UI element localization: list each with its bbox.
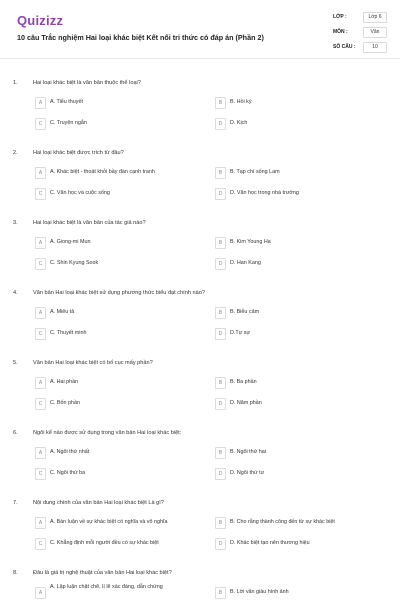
question-number: 3. [13,220,18,226]
option-letter: B [215,167,226,179]
worksheet-title: 10 câu Trắc nghiệm Hai loại khác biệt Kết nối tri thức có đáp án (Phần 2) [17,33,264,42]
question-number: 6. [13,430,18,436]
option-d[interactable] [215,468,375,482]
option-text: D. Han Kang [230,260,261,266]
option-text: B. Ngôi thứ hai [230,449,266,455]
option-b[interactable] [215,237,375,251]
option-text: D. Kịch [230,120,248,126]
meta-label: LỚP : [333,14,347,20]
question-number: 8. [13,570,18,576]
option-text: A. Ngôi thứ nhất [50,449,90,455]
option-text: A. Khác biệt - thoát khỏi bầy đàn cạnh tranh [50,169,155,175]
option-a[interactable] [35,447,195,461]
option-c[interactable] [35,468,195,482]
meta-label: SỐ CÂU : [333,44,356,50]
option-text: A. Giong-mi Mun [50,239,91,245]
option-text: D. Năm phần [230,400,262,406]
question-number: 7. [13,500,18,506]
option-b[interactable] [215,587,375,600]
option-c[interactable] [35,538,195,552]
option-text: C. Văn học và cuộc sống [50,190,110,196]
meta-value: Lớp 6 [363,12,387,23]
question-text: Hai loại khác biệt là văn bản thuộc thể loại? [33,80,141,86]
option-d[interactable] [215,398,375,412]
question-8 [0,566,400,600]
option-b[interactable] [215,97,375,111]
meta-row-count [327,41,387,54]
worksheet-header [0,0,400,60]
option-letter: A [35,447,46,459]
option-letter: C [35,118,46,130]
option-text: B. Ba phần [230,379,257,385]
meta-value: Văn [363,27,387,38]
question-text: Văn bản Hai loại khác biệt sử dụng phương thức biểu đạt chính nào? [33,290,205,296]
worksheet-meta [327,11,387,56]
question-3 [0,216,400,286]
option-letter: B [215,447,226,459]
question-number: 1. [13,80,18,86]
question-number: 4. [13,290,18,296]
option-d[interactable] [215,258,375,272]
meta-value: 10 [363,42,387,53]
option-letter: D [215,398,226,410]
option-a[interactable] [35,517,195,531]
option-b[interactable] [215,447,375,461]
option-a[interactable] [35,167,195,181]
question-4 [0,286,400,356]
question-text: Đâu là giá trị nghệ thuật của văn bản Hai loại khác biệt? [33,570,172,576]
option-letter: B [215,587,226,599]
option-a[interactable] [35,237,195,251]
option-text: C. Ngôi thứ ba [50,470,86,476]
option-letter: A [35,517,46,529]
option-a[interactable] [35,377,195,391]
option-text: C. Truyện ngắn [50,120,87,126]
option-letter: A [35,307,46,319]
option-letter: D [215,258,226,270]
meta-label: MÔN : [333,29,348,35]
question-number: 2. [13,150,18,156]
question-text: Văn bản Hai loại khác biệt có bố cục mấy phần? [33,360,153,366]
option-letter: A [35,377,46,389]
quizizz-logo: Quizizz [17,13,64,28]
question-text: Nội dung chính của văn bản Hai loại khác biệt Là gì? [33,500,164,506]
header-divider [0,58,400,59]
option-text: B. Kim Young Ha [230,239,271,245]
option-d[interactable] [215,188,375,202]
meta-row-subject [327,26,387,39]
option-letter: C [35,328,46,340]
option-letter: C [35,538,46,550]
option-text: B. Cho rằng thành công đến từ sự khác biệt [230,519,335,525]
option-text: C. Khẳng định mỗi người đều có sự khác biệt [50,540,159,546]
option-b[interactable] [215,167,375,181]
option-letter: B [215,377,226,389]
option-letter: D [215,188,226,200]
question-text: Ngôi kể nào được sử dụng trong văn bản Hai loại khác biệt: [33,430,182,436]
option-letter: D [215,538,226,550]
option-letter: A [35,237,46,249]
option-letter: C [35,398,46,410]
question-7 [0,496,400,566]
option-letter: C [35,258,46,270]
option-text: D. Văn học trong nhà trường [230,190,299,196]
question-text: Hai loại khác biệt là văn bản của tác giả nào? [33,220,146,226]
option-text: A. Bàn luận về sự khác biệt có nghĩa và vô nghĩa [50,519,168,525]
option-c[interactable] [35,118,195,132]
option-text: A. Hai phần [50,379,79,385]
option-b[interactable] [215,377,375,391]
option-d[interactable] [215,328,375,342]
option-a[interactable] [35,307,195,321]
option-letter: B [215,517,226,529]
option-letter: C [35,468,46,480]
option-letter: D [215,468,226,480]
option-text: D. Ngôi thứ tư [230,470,265,476]
option-text: B. Biểu cảm [230,309,260,315]
question-6 [0,426,400,496]
option-text: A. Miêu tả [50,309,75,315]
option-a[interactable] [35,97,195,111]
option-text: D. Khác biệt tạo nên thương hiệu [230,540,310,546]
option-d[interactable] [215,538,375,552]
option-d[interactable] [215,118,375,132]
option-c[interactable] [35,188,195,202]
option-text: C. Thuyết minh [50,330,87,336]
option-text: B. Hồi ký [230,99,252,105]
option-text: B. Tạp chí sống Lam [230,169,280,175]
option-letter: B [215,237,226,249]
option-letter: D [215,118,226,130]
option-letter: A [35,97,46,109]
option-text: D.Tự sự [230,330,251,336]
option-a[interactable] [35,584,195,600]
question-number: 5. [13,360,18,366]
option-text: B. Lời văn giàu hình ảnh [230,589,289,595]
option-letter: A [35,587,46,599]
option-letter: B [215,307,226,319]
option-b[interactable] [215,517,375,531]
meta-row-class [327,11,387,24]
option-text: A. Tiểu thuyết [50,99,83,105]
option-letter: C [35,188,46,200]
option-letter: D [215,328,226,340]
option-c[interactable] [35,328,195,342]
question-text: Hai loại khác biệt được trích từ đâu? [33,150,124,156]
option-letter: A [35,167,46,179]
option-letter: B [215,97,226,109]
option-text: C. Shin Kyung Sook [50,260,99,266]
option-b[interactable] [215,307,375,321]
question-1 [0,76,400,146]
option-text: C. Bốn phần [50,400,80,406]
question-5 [0,356,400,426]
option-c[interactable] [35,258,195,272]
option-c[interactable] [35,398,195,412]
question-2 [0,146,400,216]
question-list [0,76,400,600]
option-text: A. Lập luận chặt chẽ, lí lẽ xác đáng, dẫn chứng [50,584,163,590]
